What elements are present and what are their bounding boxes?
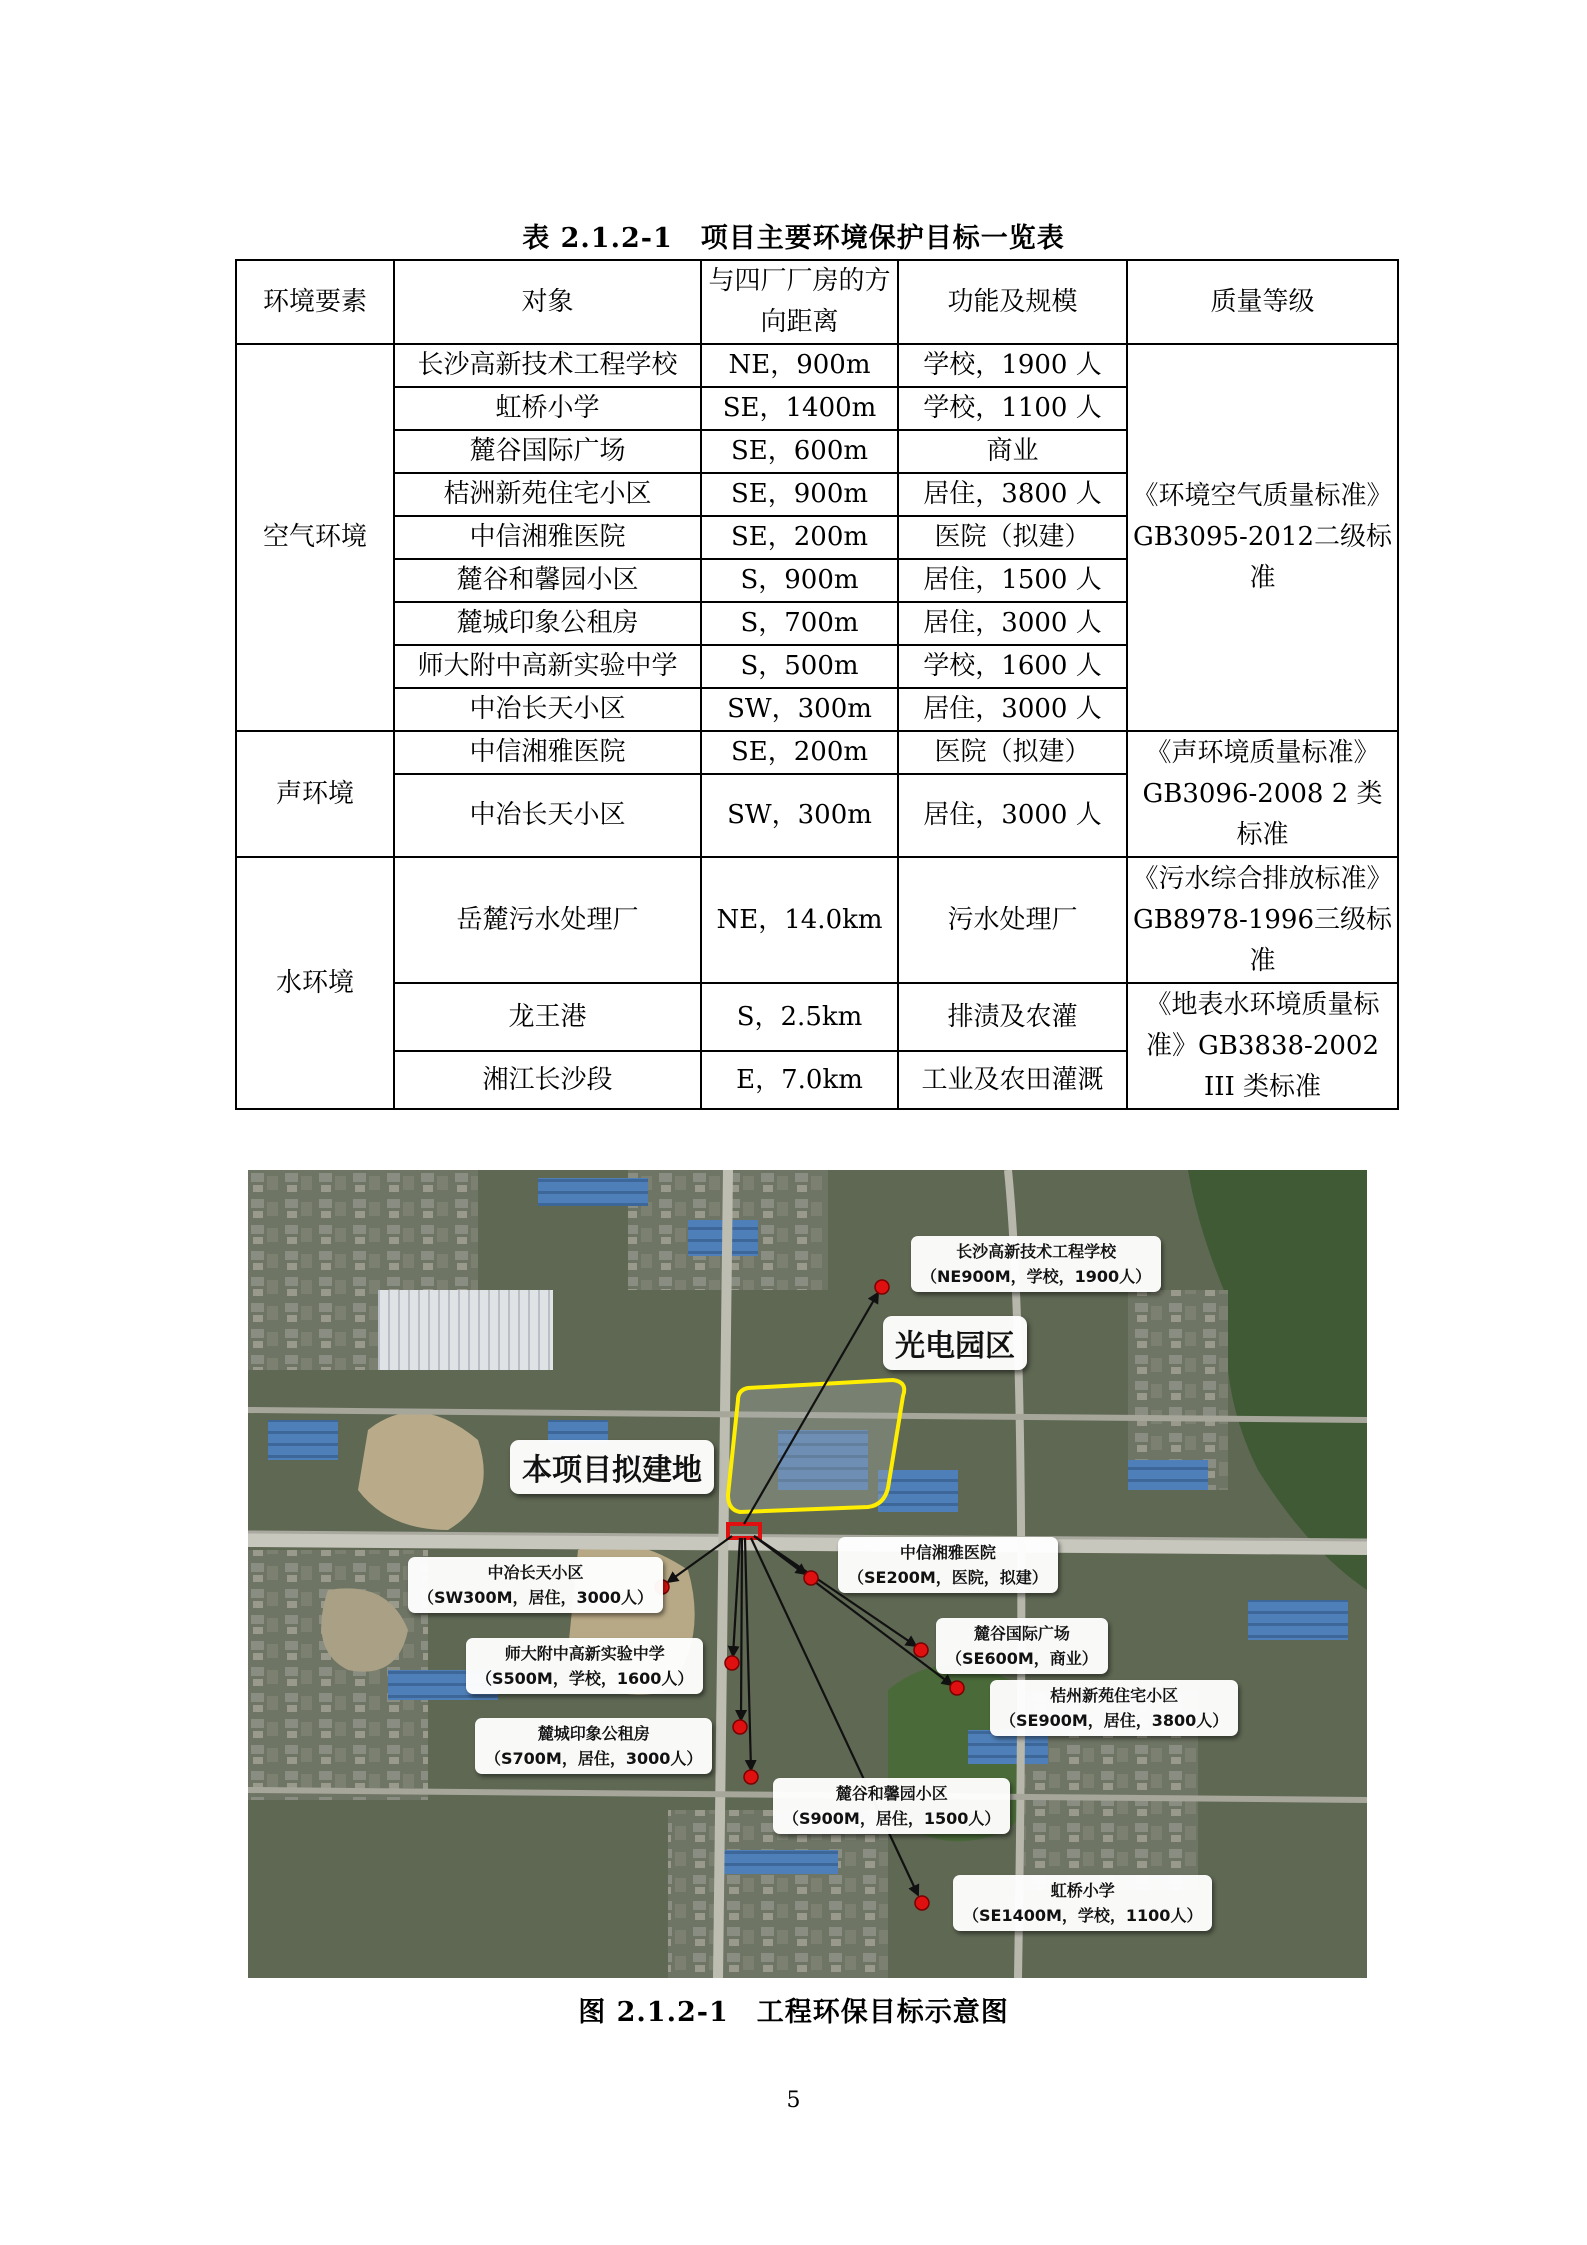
standard-cell: 《污水综合排放标准》GB8978-1996三级标准	[1127, 857, 1398, 983]
target-dot	[914, 1643, 928, 1657]
target-label: 师大附中高新实验中学 （S500M，学校，1600人）	[466, 1638, 703, 1694]
header-cell: 功能及规模	[898, 260, 1127, 344]
protection-targets-table	[235, 259, 1399, 1110]
environment-target-map	[248, 1170, 1367, 1978]
target-dot	[804, 1571, 818, 1585]
function-cell: 排渍及农灌	[898, 983, 1127, 1051]
target-label: 麓城印象公租房 （S700M，居住，3000人）	[475, 1718, 712, 1774]
object-cell: 师大附中高新实验中学	[394, 645, 701, 688]
page-number: 5	[786, 2088, 801, 2113]
function-cell: 居住，3000 人	[898, 774, 1127, 857]
standard-cell: 《地表水环境质量标准》GB3838-2002 III 类标准	[1127, 983, 1398, 1109]
direction-cell: SE，1400m	[701, 387, 898, 430]
function-cell: 工业及农田灌溉	[898, 1051, 1127, 1109]
header-cell: 与四厂厂房的方向距离	[701, 260, 898, 344]
target-dot	[725, 1656, 739, 1670]
target-label: 麓谷和馨园小区 （S900M，居住，1500人）	[773, 1778, 1010, 1834]
object-cell: 长沙高新技术工程学校	[394, 344, 701, 387]
function-cell: 居住，3000 人	[898, 602, 1127, 645]
direction-cell: SE，600m	[701, 430, 898, 473]
object-cell: 麓城印象公租房	[394, 602, 701, 645]
function-cell: 医院（拟建）	[898, 516, 1127, 559]
target-dot	[915, 1896, 929, 1910]
direction-cell: S，2.5km	[701, 983, 898, 1051]
function-cell: 居住，3000 人	[898, 688, 1127, 731]
function-cell: 居住，3800 人	[898, 473, 1127, 516]
function-cell: 居住，1500 人	[898, 559, 1127, 602]
object-cell: 中信湘雅医院	[394, 731, 701, 774]
function-cell: 学校，1900 人	[898, 344, 1127, 387]
table-row	[236, 731, 1398, 774]
direction-cell: NE，900m	[701, 344, 898, 387]
direction-cell: SE，200m	[701, 516, 898, 559]
target-label: 桔州新苑住宅小区 （SE900M，居住，3800人）	[990, 1680, 1238, 1736]
header-cell: 质量等级	[1127, 260, 1398, 344]
object-cell: 虹桥小学	[394, 387, 701, 430]
standard-cell: 《环境空气质量标准》GB3095-2012二级标准	[1127, 344, 1398, 731]
direction-cell: SE，200m	[701, 731, 898, 774]
table-row	[236, 344, 1398, 387]
direction-cell: SW，300m	[701, 774, 898, 857]
function-cell: 医院（拟建）	[898, 731, 1127, 774]
function-cell: 学校，1100 人	[898, 387, 1127, 430]
element-cell: 空气环境	[236, 344, 394, 731]
direction-cell: SW，300m	[701, 688, 898, 731]
object-cell: 麓谷和馨园小区	[394, 559, 701, 602]
object-cell: 龙王港	[394, 983, 701, 1051]
element-cell: 声环境	[236, 731, 394, 857]
standard-cell: 《声环境质量标准》GB3096-2008 2 类标准	[1127, 731, 1398, 857]
object-cell: 桔洲新苑住宅小区	[394, 473, 701, 516]
table-row	[236, 857, 1398, 983]
object-cell: 中冶长天小区	[394, 774, 701, 857]
target-label: 中信湘雅医院 （SE200M，医院，拟建）	[838, 1537, 1058, 1593]
header-row	[236, 260, 1398, 344]
project-site-label: 本项目拟建地	[510, 1440, 714, 1494]
target-label: 麓谷国际广场 （SE600M，商业）	[936, 1618, 1108, 1674]
arrow	[741, 1538, 742, 1720]
table-caption: 表 2.1.2-1 项目主要环境保护目标一览表	[522, 223, 1065, 254]
function-cell: 学校，1600 人	[898, 645, 1127, 688]
element-cell: 水环境	[236, 857, 394, 1109]
target-label: 中冶长天小区 （SW300M，居住，3000人）	[408, 1557, 663, 1613]
object-cell: 麓谷国际广场	[394, 430, 701, 473]
target-dot	[875, 1280, 889, 1294]
direction-cell: SE，900m	[701, 473, 898, 516]
direction-cell: S，700m	[701, 602, 898, 645]
header-cell: 对象	[394, 260, 701, 344]
target-dot	[733, 1720, 747, 1734]
direction-cell: NE，14.0km	[701, 857, 898, 983]
function-cell: 商业	[898, 430, 1127, 473]
target-dot	[744, 1770, 758, 1784]
object-cell: 中冶长天小区	[394, 688, 701, 731]
park-label: 光电园区	[883, 1316, 1027, 1370]
direction-cell: S，500m	[701, 645, 898, 688]
figure-caption: 图 2.1.2-1 工程环保目标示意图	[578, 1997, 1009, 2028]
header-cell: 环境要素	[236, 260, 394, 344]
direction-cell: E，7.0km	[701, 1051, 898, 1109]
target-dot	[950, 1681, 964, 1695]
object-cell: 湘江长沙段	[394, 1051, 701, 1109]
target-label: 虹桥小学 （SE1400M，学校，1100人）	[953, 1875, 1212, 1931]
object-cell: 岳麓污水处理厂	[394, 857, 701, 983]
direction-cell: S，900m	[701, 559, 898, 602]
object-cell: 中信湘雅医院	[394, 516, 701, 559]
function-cell: 污水处理厂	[898, 857, 1127, 983]
target-label: 长沙高新技术工程学校 （NE900M，学校，1900人）	[911, 1236, 1161, 1292]
table-row	[236, 983, 1398, 1051]
